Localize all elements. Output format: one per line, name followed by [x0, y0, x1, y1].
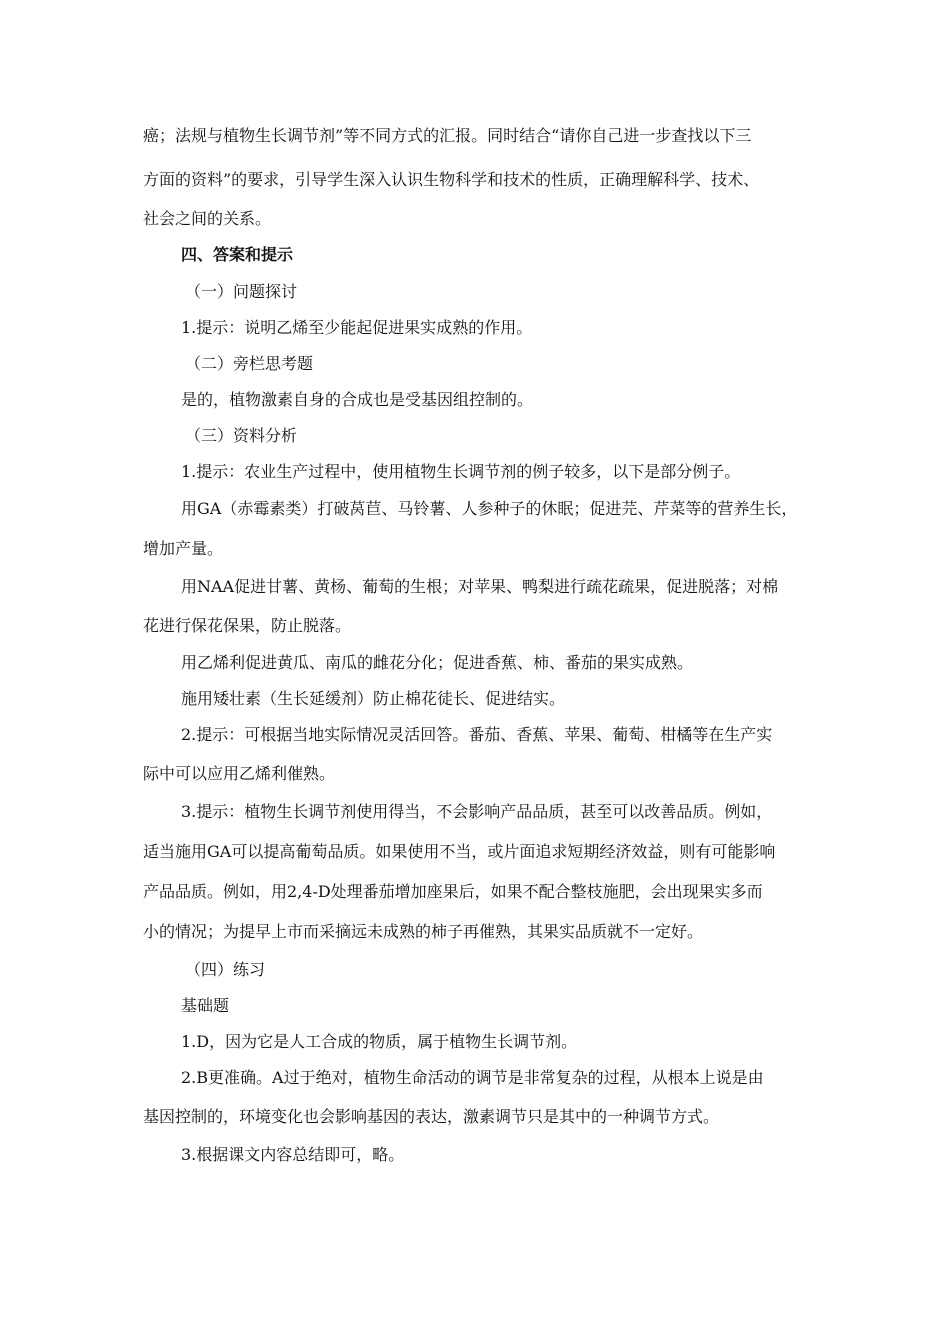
answer-line: 1.提示：说明乙烯至少能起促进果实成熟的作用。 — [181, 318, 533, 337]
answer-line: 适当施用GA可以提高葡萄品质。如果使用不当，或片面追求短期经济效益，则有可能影响 — [143, 842, 776, 861]
answer-line: 际中可以应用乙烯利催熟。 — [143, 764, 336, 783]
subsection-heading: 基础题 — [181, 996, 230, 1015]
subsection-heading: （三）资料分析 — [185, 426, 298, 445]
paragraph-line: 社会之间的关系。 — [143, 209, 272, 228]
answer-line: 小的情况；为提早上市而采摘远未成熟的柿子再催熟，其果实品质就不一定好。 — [143, 922, 704, 941]
answer-line: 3.根据课文内容总结即可，略。 — [181, 1145, 405, 1164]
answer-line: 施用矮壮素（生长延缓剂）防止棉花徒长、促进结实。 — [181, 689, 566, 708]
answer-line: 产品品质。例如，用2,4-D处理番茄增加座果后，如果不配合整枝施肥，会出现果实多而 — [143, 882, 763, 901]
answer-line: 3.提示：植物生长调节剂使用得当，不会影响产品品质，甚至可以改善品质。例如， — [181, 802, 773, 821]
paragraph-line: 癌；法规与植物生长调节剂”等不同方式的汇报。同时结合“请你自己进一步查找以下三 — [143, 126, 752, 145]
answer-line: 2.B更准确。A过于绝对，植物生命活动的调节是非常复杂的过程，从根本上说是由 — [181, 1068, 764, 1087]
subsection-heading: （二）旁栏思考题 — [185, 354, 314, 373]
answer-line: 用NAA促进甘薯、黄杨、葡萄的生根；对苹果、鸭梨进行疏花疏果，促进脱落；对棉 — [181, 577, 779, 596]
answer-line: 用乙烯利促进黄瓜、南瓜的雌花分化；促进香蕉、柿、番茄的果实成熟。 — [181, 653, 694, 672]
answer-line: 基因控制的，环境变化也会影响基因的表达，激素调节只是其中的一种调节方式。 — [143, 1107, 720, 1126]
answer-line: 增加产量。 — [143, 539, 224, 558]
answer-line: 花进行保花保果，防止脱落。 — [143, 616, 352, 635]
answer-line: 用GA（赤霉素类）打破莴苣、马铃薯、人参种子的休眠；促进芫、芹菜等的营养生长， — [181, 499, 798, 518]
answer-line: 2.提示：可根据当地实际情况灵活回答。番茄、香蕉、苹果、葡萄、柑橘等在生产实 — [181, 725, 773, 744]
answer-line: 1.D，因为它是人工合成的物质，属于植物生长调节剂。 — [181, 1032, 578, 1051]
section-heading: 四、答案和提示 — [181, 245, 294, 264]
paragraph-line: 方面的资料”的要求，引导学生深入认识生物科学和技术的性质，正确理解科学、技术、 — [143, 170, 760, 189]
subsection-heading: （四）练习 — [185, 960, 266, 979]
answer-line: 是的，植物激素自身的合成也是受基因组控制的。 — [181, 390, 534, 409]
answer-line: 1.提示：农业生产过程中，使用植物生长调节剂的例子较多，以下是部分例子。 — [181, 462, 741, 481]
subsection-heading: （一）问题探讨 — [185, 282, 298, 301]
